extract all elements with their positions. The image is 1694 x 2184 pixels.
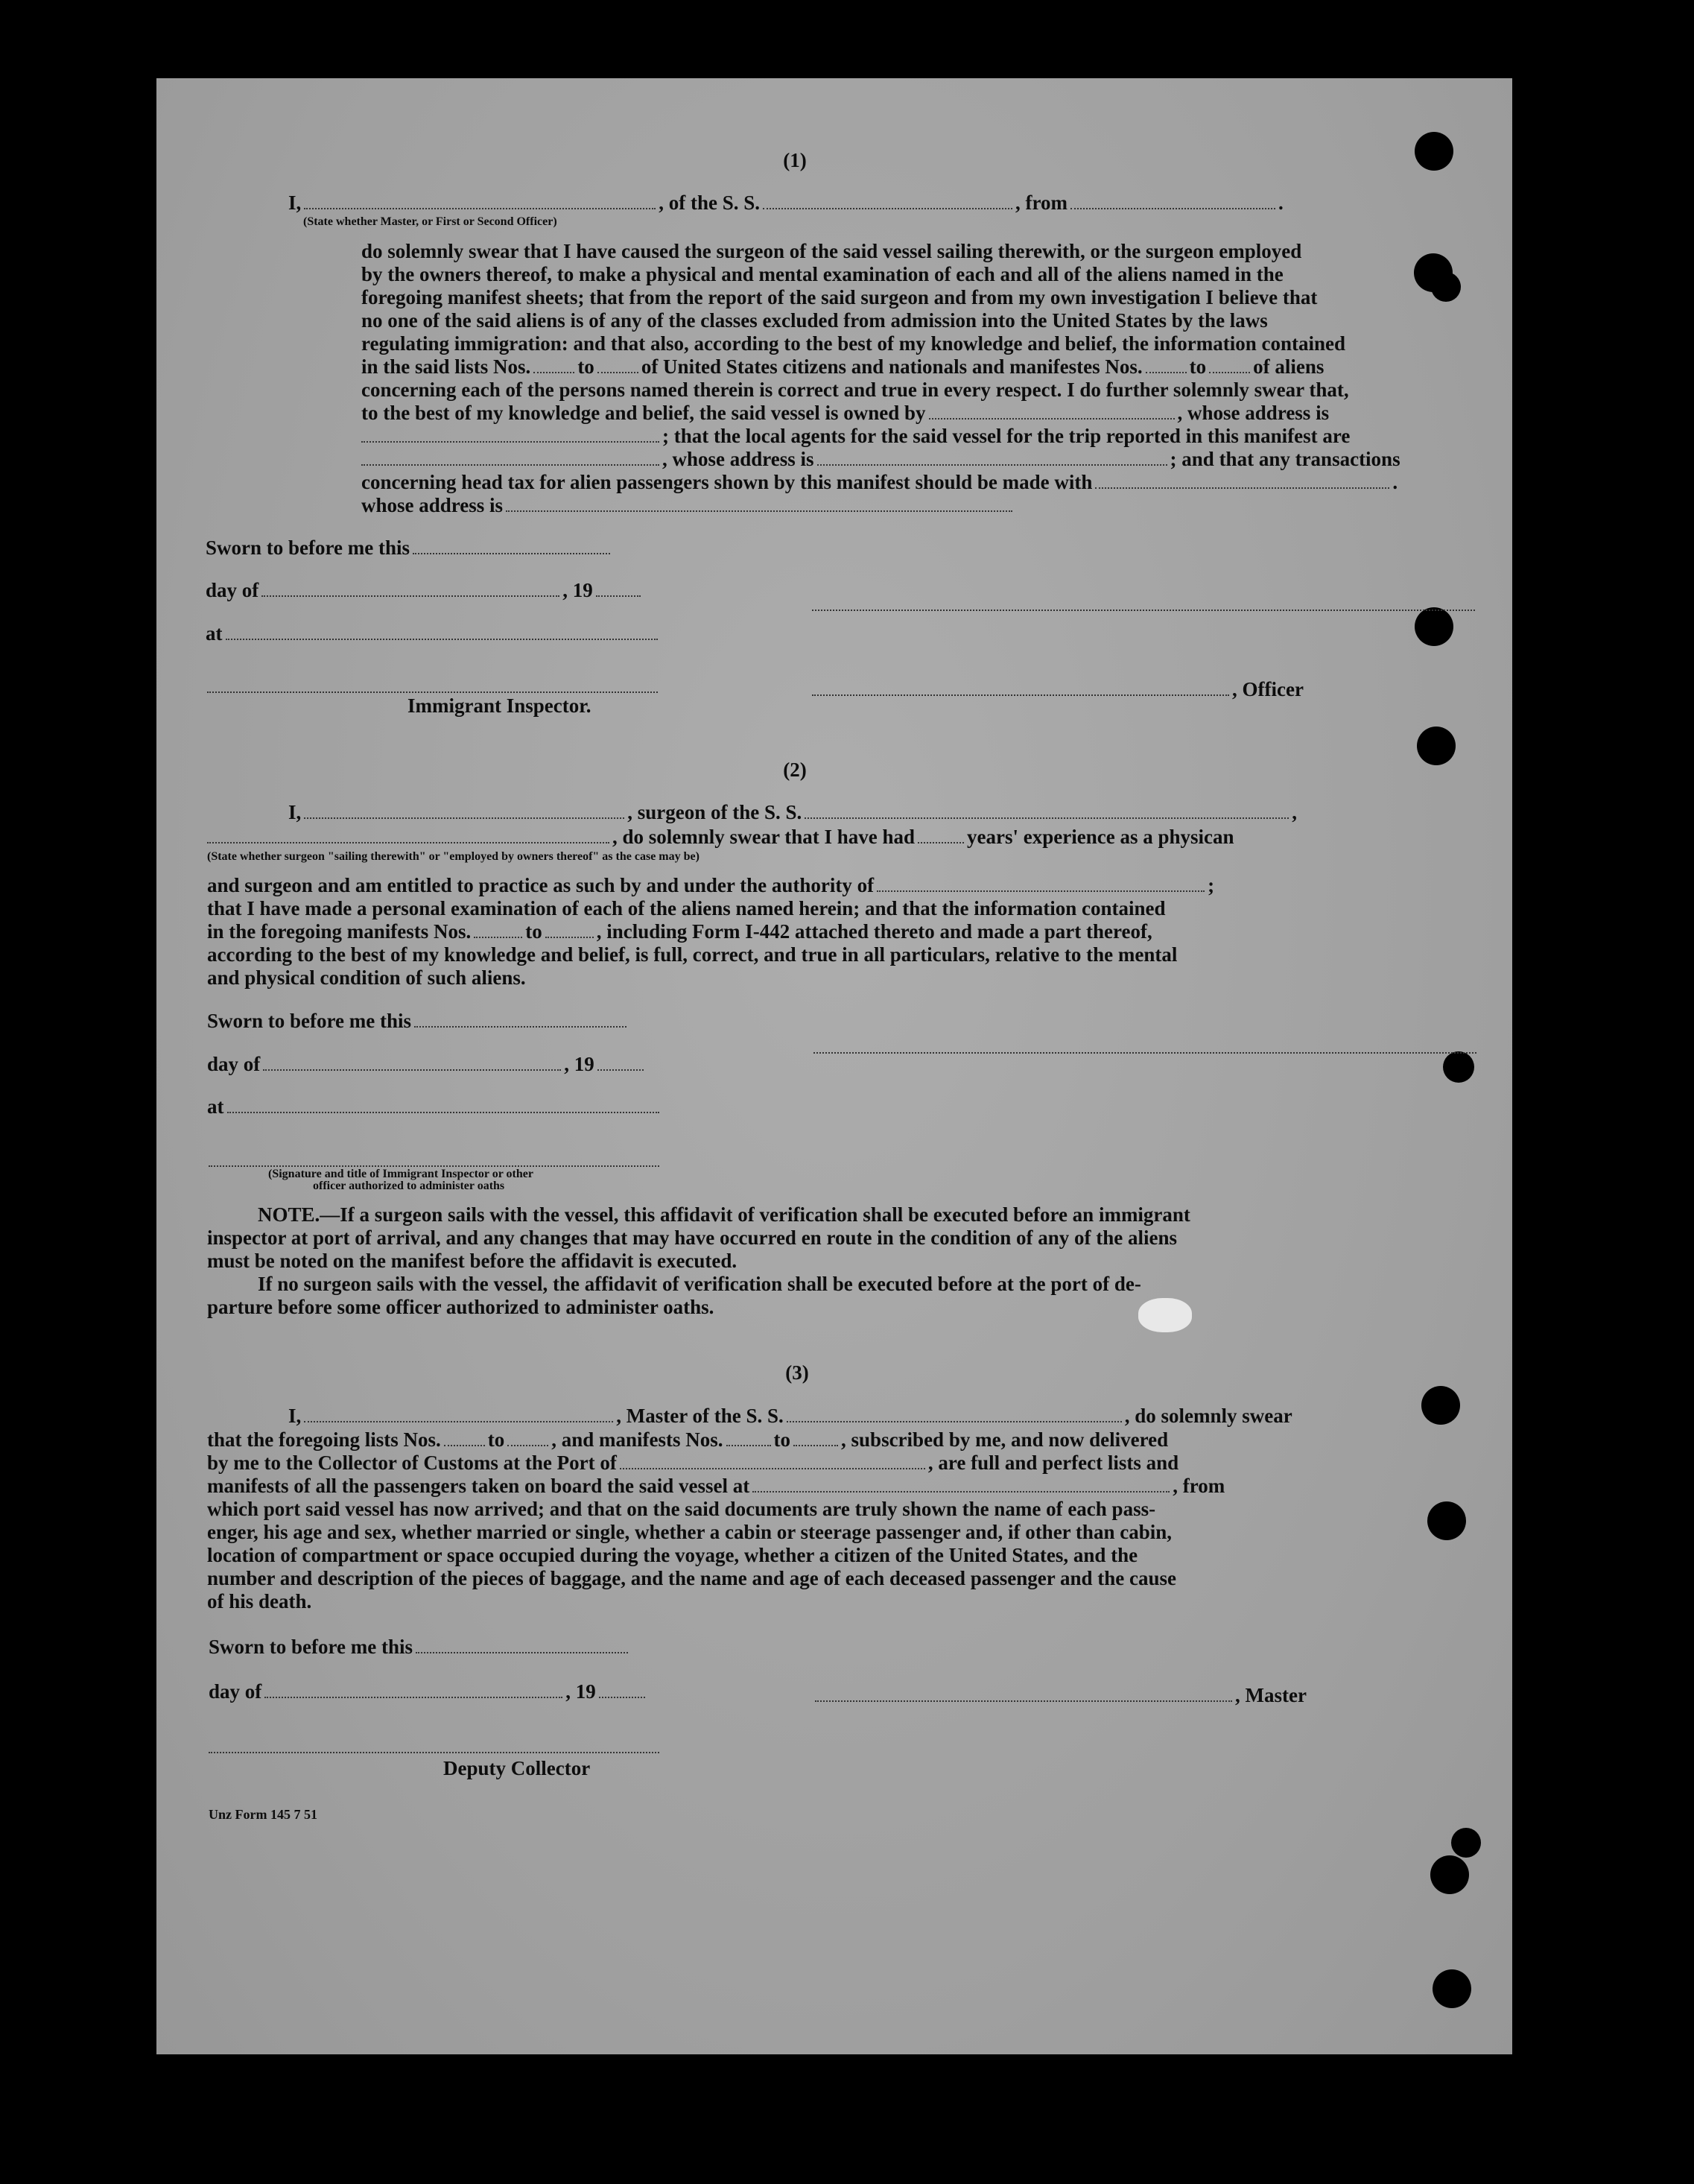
from-port-field[interactable] (1070, 207, 1275, 209)
sworn-date-field[interactable] (413, 552, 610, 554)
punch-hole (1415, 132, 1453, 171)
lists-to-field[interactable] (507, 1444, 548, 1446)
section2-paragraph: and surgeon and am entitled to practice as such by and under the authority of ; that I have made a personal examination of each of the aliens named herein; and that the information contained in the foregoing manifests Nos. to , including Form I-442 attached thereto and made a part thereof, according to the best of my knowledge and belief, is full, correct, and true in all particulars, relative to the mental and physical condition of such aliens. (207, 874, 1215, 989)
surgeon-status-field[interactable] (207, 841, 609, 843)
years-field[interactable] (918, 841, 964, 843)
surgeon-caption: (State whether surgeon "sailing therewith" or "employed by owners thereof" as the case may be) (207, 850, 700, 863)
manifests-to-field[interactable] (793, 1444, 838, 1446)
officer-signature-field[interactable] (812, 694, 1229, 696)
at-location-field[interactable] (226, 638, 658, 640)
punch-hole (1415, 607, 1453, 646)
sworn-date-field[interactable] (416, 1651, 628, 1653)
day-of-line-1: day of , 19 (206, 579, 644, 602)
section-number: (3) (785, 1361, 809, 1384)
deputy-collector-signature-line[interactable] (209, 1751, 659, 1753)
day-of-field[interactable] (263, 1069, 561, 1071)
year-field[interactable] (596, 595, 641, 597)
day-of-field[interactable] (264, 1696, 562, 1698)
boarding-port-field[interactable] (752, 1490, 1170, 1493)
agents-field[interactable] (361, 463, 659, 466)
section1-paragraph: do solemnly swear that I have caused the surgeon of the said vessel sailing therewith, or the surgeon employed by the owners thereof, to make a physical and mental examination of each and all of the aliens named in the foregoing manifest sheets; that from the report of the said surgeon and from my own investigation I believe that no one of the said aliens is of any of the classes excluded from admission into the United States by the laws regulating immigration: and that also, according to the best of my knowledge and belief, the information contained in the said lists Nos. to of United States citizens and nationals and manifestes Nos. to of aliens concerning each of the persons named therein is correct and true in every respect. I do further solemnly swear that, to the best of my knowledge and belief, the said vessel is owned by , whose address is ; that the local agents for the said vessel for the trip reported in this manifest are , whose address is ; and that any transactions concerning head tax for alien passengers shown by this manifest should be made with . whose address is (361, 240, 1400, 516)
owner-field[interactable] (929, 417, 1175, 420)
head-tax-address-field[interactable] (506, 510, 1012, 512)
day-of-line-3: day of , 19 (209, 1680, 648, 1703)
section-number: (1) (783, 149, 807, 171)
lists-from-field[interactable] (444, 1444, 485, 1446)
sworn-date-field[interactable] (414, 1025, 626, 1028)
master-line: I, , Master of the S. S. , do solemnly swear (288, 1405, 1292, 1427)
manifest-to-field[interactable] (1209, 371, 1250, 373)
punch-hole (1430, 1855, 1469, 1894)
officer-line: I, , of the S. S. , from . (288, 192, 1284, 214)
officer-signature-line: , Officer (812, 678, 1304, 701)
officer-caption: (State whether Master, or First or Second Officer) (303, 215, 557, 228)
note-paragraph: NOTE.—If a surgeon sails with the vessel, this affidavit of verification shall be executed before an immigrant inspector at port of arrival, and any changes that may have occurred en route in the condition of any of the aliens must be noted on the manifest before the affidavit is executed. If no surgeon sails with the vessel, the affidavit of verification shall be executed before at the port of de- parture before some officer authorized to administer oaths. (207, 1203, 1190, 1318)
manifest-from-field[interactable] (474, 936, 522, 938)
surgeon-line: I, , surgeon of the S. S. , (288, 801, 1298, 823)
officer-signature-line-top[interactable] (812, 609, 1475, 611)
authority-field[interactable] (877, 890, 1205, 892)
manifest-from-field[interactable] (1146, 371, 1187, 373)
master-name-field[interactable] (304, 1420, 613, 1422)
form-page (156, 78, 1512, 2054)
manifests-from-field[interactable] (726, 1444, 771, 1446)
surgeon-swear-line: , do solemnly swear that I have had years' experience as a physican (207, 826, 1234, 849)
punch-hole (1443, 1051, 1474, 1083)
year-field[interactable] (599, 1696, 645, 1698)
manifest-to-field[interactable] (545, 936, 594, 938)
sworn-line-3: Sworn to before me this (209, 1636, 631, 1659)
vessel-name-field[interactable] (763, 207, 1012, 209)
agents-address-field[interactable] (817, 463, 1167, 466)
punch-hole (1417, 727, 1456, 765)
punch-hole (1433, 1969, 1471, 2008)
master-signature-line: , Master (815, 1684, 1307, 1707)
master-signature-field[interactable] (815, 1700, 1232, 1702)
inspector-signature-line[interactable] (207, 691, 658, 693)
owner-address-field[interactable] (361, 440, 659, 443)
at-line-1: at (206, 622, 661, 645)
officer-name-field[interactable] (304, 207, 656, 209)
day-of-line-2: day of , 19 (207, 1053, 647, 1076)
at-location-field[interactable] (227, 1111, 659, 1113)
sworn-line-2: Sworn to before me this (207, 1010, 629, 1033)
immigrant-inspector-label: Immigrant Inspector. (407, 694, 591, 717)
deputy-collector-label: Deputy Collector (443, 1757, 591, 1779)
surgeon-vessel-field[interactable] (805, 817, 1289, 819)
surgeon-signature-line[interactable] (813, 1051, 1476, 1054)
day-of-field[interactable] (261, 595, 559, 597)
surgeon-name-field[interactable] (304, 817, 624, 819)
administering-officer-signature-line[interactable] (209, 1165, 659, 1167)
signature-caption-1: (Signature and title of Immigrant Inspector or other (268, 1168, 533, 1180)
year-field[interactable] (597, 1069, 644, 1071)
at-line-2: at (207, 1095, 662, 1118)
sworn-line-1: Sworn to before me this (206, 536, 613, 560)
list-to-field[interactable] (597, 371, 638, 373)
punch-hole (1421, 1386, 1460, 1425)
signature-caption-2: officer authorized to administer oaths (313, 1180, 505, 1192)
form-identifier: Unz Form 145 7 51 (209, 1807, 317, 1822)
punch-hole (1451, 1828, 1481, 1858)
head-tax-contact-field[interactable] (1095, 487, 1389, 489)
list-from-field[interactable] (533, 371, 574, 373)
master-vessel-field[interactable] (787, 1420, 1122, 1422)
port-field[interactable] (620, 1467, 925, 1469)
section3-paragraph: that the foregoing lists Nos. to , and manifests Nos. to , subscribed by me, and now delivered by me to the Collector of Customs at the Port of , are full and perfect lists and manifests of all the passengers taken on board the said vessel at , from which port said vessel has now arrived; and that on the said documents are truly shown the name of each pass- enger, his age and sex, whether married or single, whether a cabin or steerage passenger and, if other than cabin, location of compartment or space occupied during the voyage, whether a citizen of the United States, and the number and description of the pieces of baggage, and the name and age of each deceased passenger and the cause of his death. (207, 1428, 1225, 1612)
section-number: (2) (783, 759, 807, 781)
